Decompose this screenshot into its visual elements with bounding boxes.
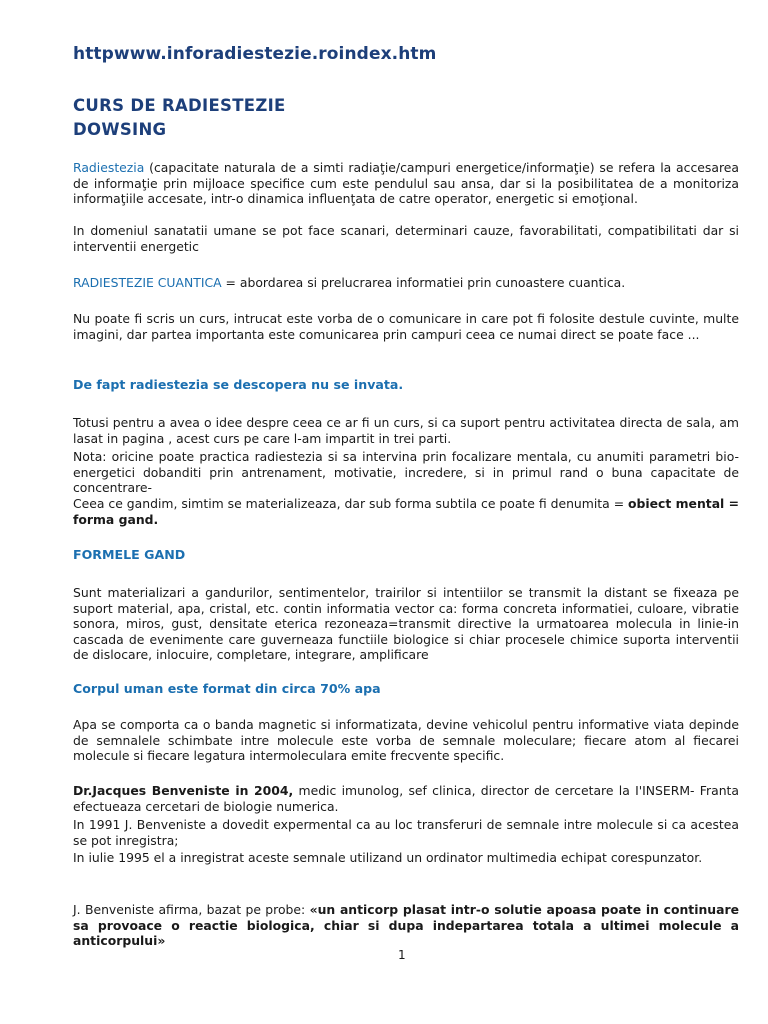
- intro-definition: (capacitate naturala de a simti radiaţie/campuri energetice/informaţie) se refera la accesarea de informaţie prin mijloace specifice cum este pendulul sau ansa, dar si la posibilitatea de a monitoriza informaţiile accesate, intr-o dinamica influenţata de catre operator, energetic si emoţional.: [73, 160, 739, 207]
- formele-gand-paragraph: Sunt materializari a gandurilor, sentimentelor, trairilor si intentiilor se transmit la distant se fixeaza pe suport material, apa, cristal, etc. contin informatia vector ca: forma concreta informatiei, culoare, vibratie sonora, miros, gust, densitate eterica rezoneaza=transmit directive la urmatoarea molecula in linie-in cascada de evenimente care guverneaza functiile biologice si chiar procesele chimice suporta interventii de dislocare, inlocuire, completare, integrare, amplificare: [73, 585, 739, 663]
- cuantica-term: RADIESTEZIE CUANTICA: [73, 275, 222, 290]
- benveniste-name: Dr.Jacques Benveniste in 2004,: [73, 783, 294, 798]
- cuantica-paragraph: [73, 275, 739, 291]
- intro-term: Radiestezia: [73, 160, 145, 175]
- document-title: [73, 94, 286, 142]
- mental-object-paragraph: [73, 496, 739, 527]
- apa-heading: Corpul uman este format din circa 70% apa: [73, 681, 381, 696]
- fact-heading: De fapt radiestezia se descopera nu se invata.: [73, 377, 404, 392]
- benveniste-quote-paragraph: [73, 902, 739, 949]
- cuantica-definition: = abordarea si prelucrarea informatiei prin cunoastere cuantica.: [221, 275, 626, 290]
- mental-object-text: Ceea ce gandim, simtim se materializeaza, dar sub forma subtila ce poate fi denumita =: [73, 496, 629, 511]
- note-paragraph: Nota: oricine poate practica radiestezia si sa intervina prin focalizare mentala, cu anumiti parametri bio-energetici dobanditi prin antrenament, motivatie, incredere, si in primul rand o buna capacitate de concentrare-: [73, 449, 739, 496]
- page-number: 1: [398, 948, 406, 962]
- benveniste-paragraph-2: In 1991 J. Benveniste a dovedit expermental ca au loc transferuri de semnale intre molecule si ca acestea se pot inregistra;: [73, 817, 739, 848]
- quote-bold: «un anticorp plasat intr-o solutie apoasa poate in continuare sa provoace o reactie biologica, chiar si dupa indepartarea totala a ultimei molecule a anticorpului»: [73, 902, 739, 949]
- apa-paragraph: Apa se comporta ca o banda magnetic si informatizata, devine vehicolul pentru informative viata depinde de semnalele schimbate intre molecule este vorba de semnale moleculare; fiecare atom al fiecarei molecule si fiecare legatura intermoleculara emite frecvente specific.: [73, 717, 739, 764]
- source-url: httpwww.inforadiestezie.roindex.htm: [73, 44, 437, 64]
- intro-paragraph: [73, 160, 739, 207]
- title-line-2: DOWSING: [73, 120, 167, 139]
- formele-gand-heading: FORMELE GAND: [73, 547, 186, 562]
- support-paragraph-1: Totusi pentru a avea o idee despre ceea ce ar fi un curs, si ca suport pentru activitatea directa de sala, am lasat in pagina , acest curs pe care l-am impartit in trei parti.: [73, 415, 739, 446]
- mental-object-bold: obiect mental = forma gand.: [73, 496, 739, 527]
- health-paragraph: In domeniul sanatatii umane se pot face scanari, determinari cauze, favorabilitati, compatibilitati dar si interventii energetic: [73, 223, 739, 254]
- title-line-1: CURS DE RADIESTEZIE: [73, 96, 286, 115]
- benveniste-p1-text: medic imunolog, sef clinica, director de cercetare la I'INSERM- Franta efectueaza cercetari de biologie numerica.: [73, 783, 739, 814]
- course-note-paragraph: Nu poate fi scris un curs, intrucat este vorba de o comunicare in care pot fi folosite destule cuvinte, multe imagini, dar partea importanta este comunicarea prin campuri ceea ce numai direct se poate face ...: [73, 311, 739, 342]
- quote-intro: J. Benveniste afirma, bazat pe probe:: [73, 902, 310, 917]
- benveniste-paragraph-1: [73, 783, 739, 814]
- benveniste-paragraph-3: In iulie 1995 el a inregistrat aceste semnale utilizand un ordinator multimedia echipat corespunzator.: [73, 850, 703, 865]
